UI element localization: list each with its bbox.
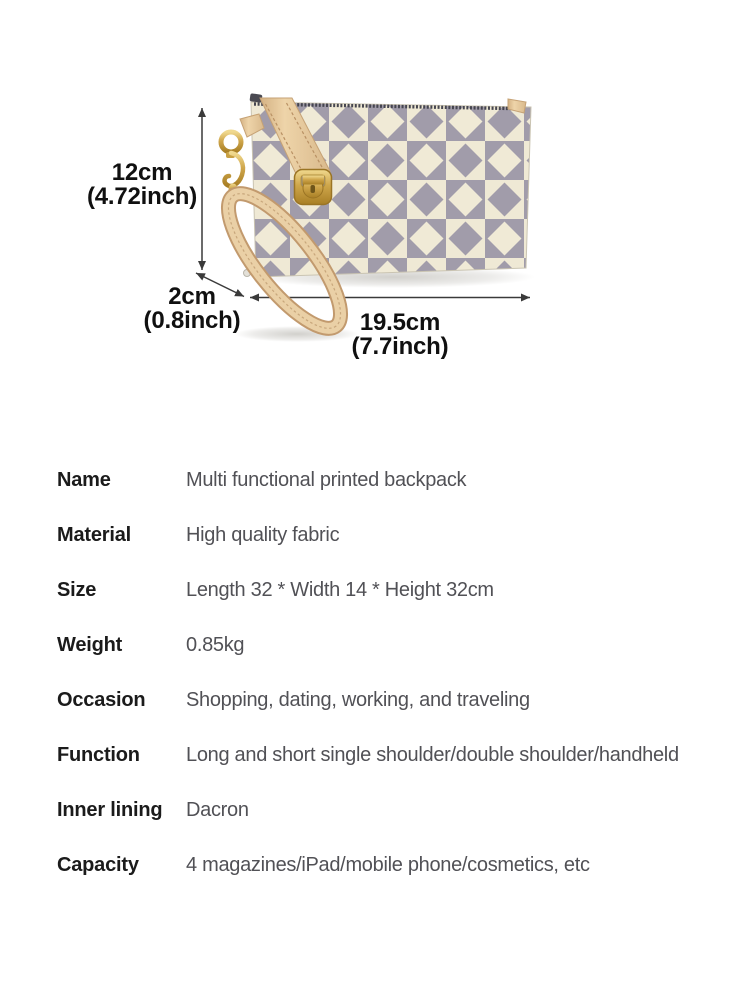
spec-value: Shopping, dating, working, and traveling (186, 689, 530, 711)
spec-row-inner-lining (57, 798, 717, 823)
spec-label: Material (57, 524, 131, 546)
width-cm-text: 19.5cm (359, 309, 441, 336)
spec-value: 0.85kg (186, 634, 245, 656)
spec-table (57, 468, 717, 908)
spec-label: Size (57, 579, 97, 601)
spec-value: Long and short single shoulder/double shoulder/handheld (186, 744, 679, 766)
spec-value: 4 magazines/iPad/mobile phone/cosmetics, etc (186, 854, 590, 876)
spec-label: Capacity (57, 854, 139, 876)
spec-row-weight (57, 633, 717, 658)
height-dimension-label (52, 161, 232, 209)
spec-row-occasion (57, 688, 717, 713)
spec-value: Length 32 * Width 14 * Height 32cm (186, 579, 494, 601)
spec-label: Function (57, 744, 140, 766)
product-figure (0, 0, 750, 440)
lock-buckle-icon (295, 170, 332, 205)
width-dimension-label (310, 311, 490, 359)
spec-label: Occasion (57, 689, 146, 711)
spec-row-size (57, 578, 717, 603)
width-inch-text: (7.7inch) (351, 333, 449, 360)
depth-inch-text: (0.8inch) (143, 307, 241, 334)
spec-row-function (57, 743, 717, 768)
height-cm-text: 12cm (111, 159, 173, 186)
height-inch-text: (4.72inch) (86, 183, 198, 210)
spec-label: Name (57, 469, 111, 491)
spec-row-material (57, 523, 717, 548)
bag-illustration (0, 0, 750, 440)
spec-value: Dacron (186, 799, 249, 821)
spec-row-capacity (57, 853, 717, 878)
depth-dimension-label (102, 285, 282, 333)
spec-label: Weight (57, 634, 123, 656)
spec-label: Inner lining (57, 799, 163, 821)
spec-value: High quality fabric (186, 524, 340, 546)
depth-cm-text: 2cm (168, 283, 216, 310)
spec-row-name (57, 468, 717, 493)
spec-value: Multi functional printed backpack (186, 469, 467, 491)
